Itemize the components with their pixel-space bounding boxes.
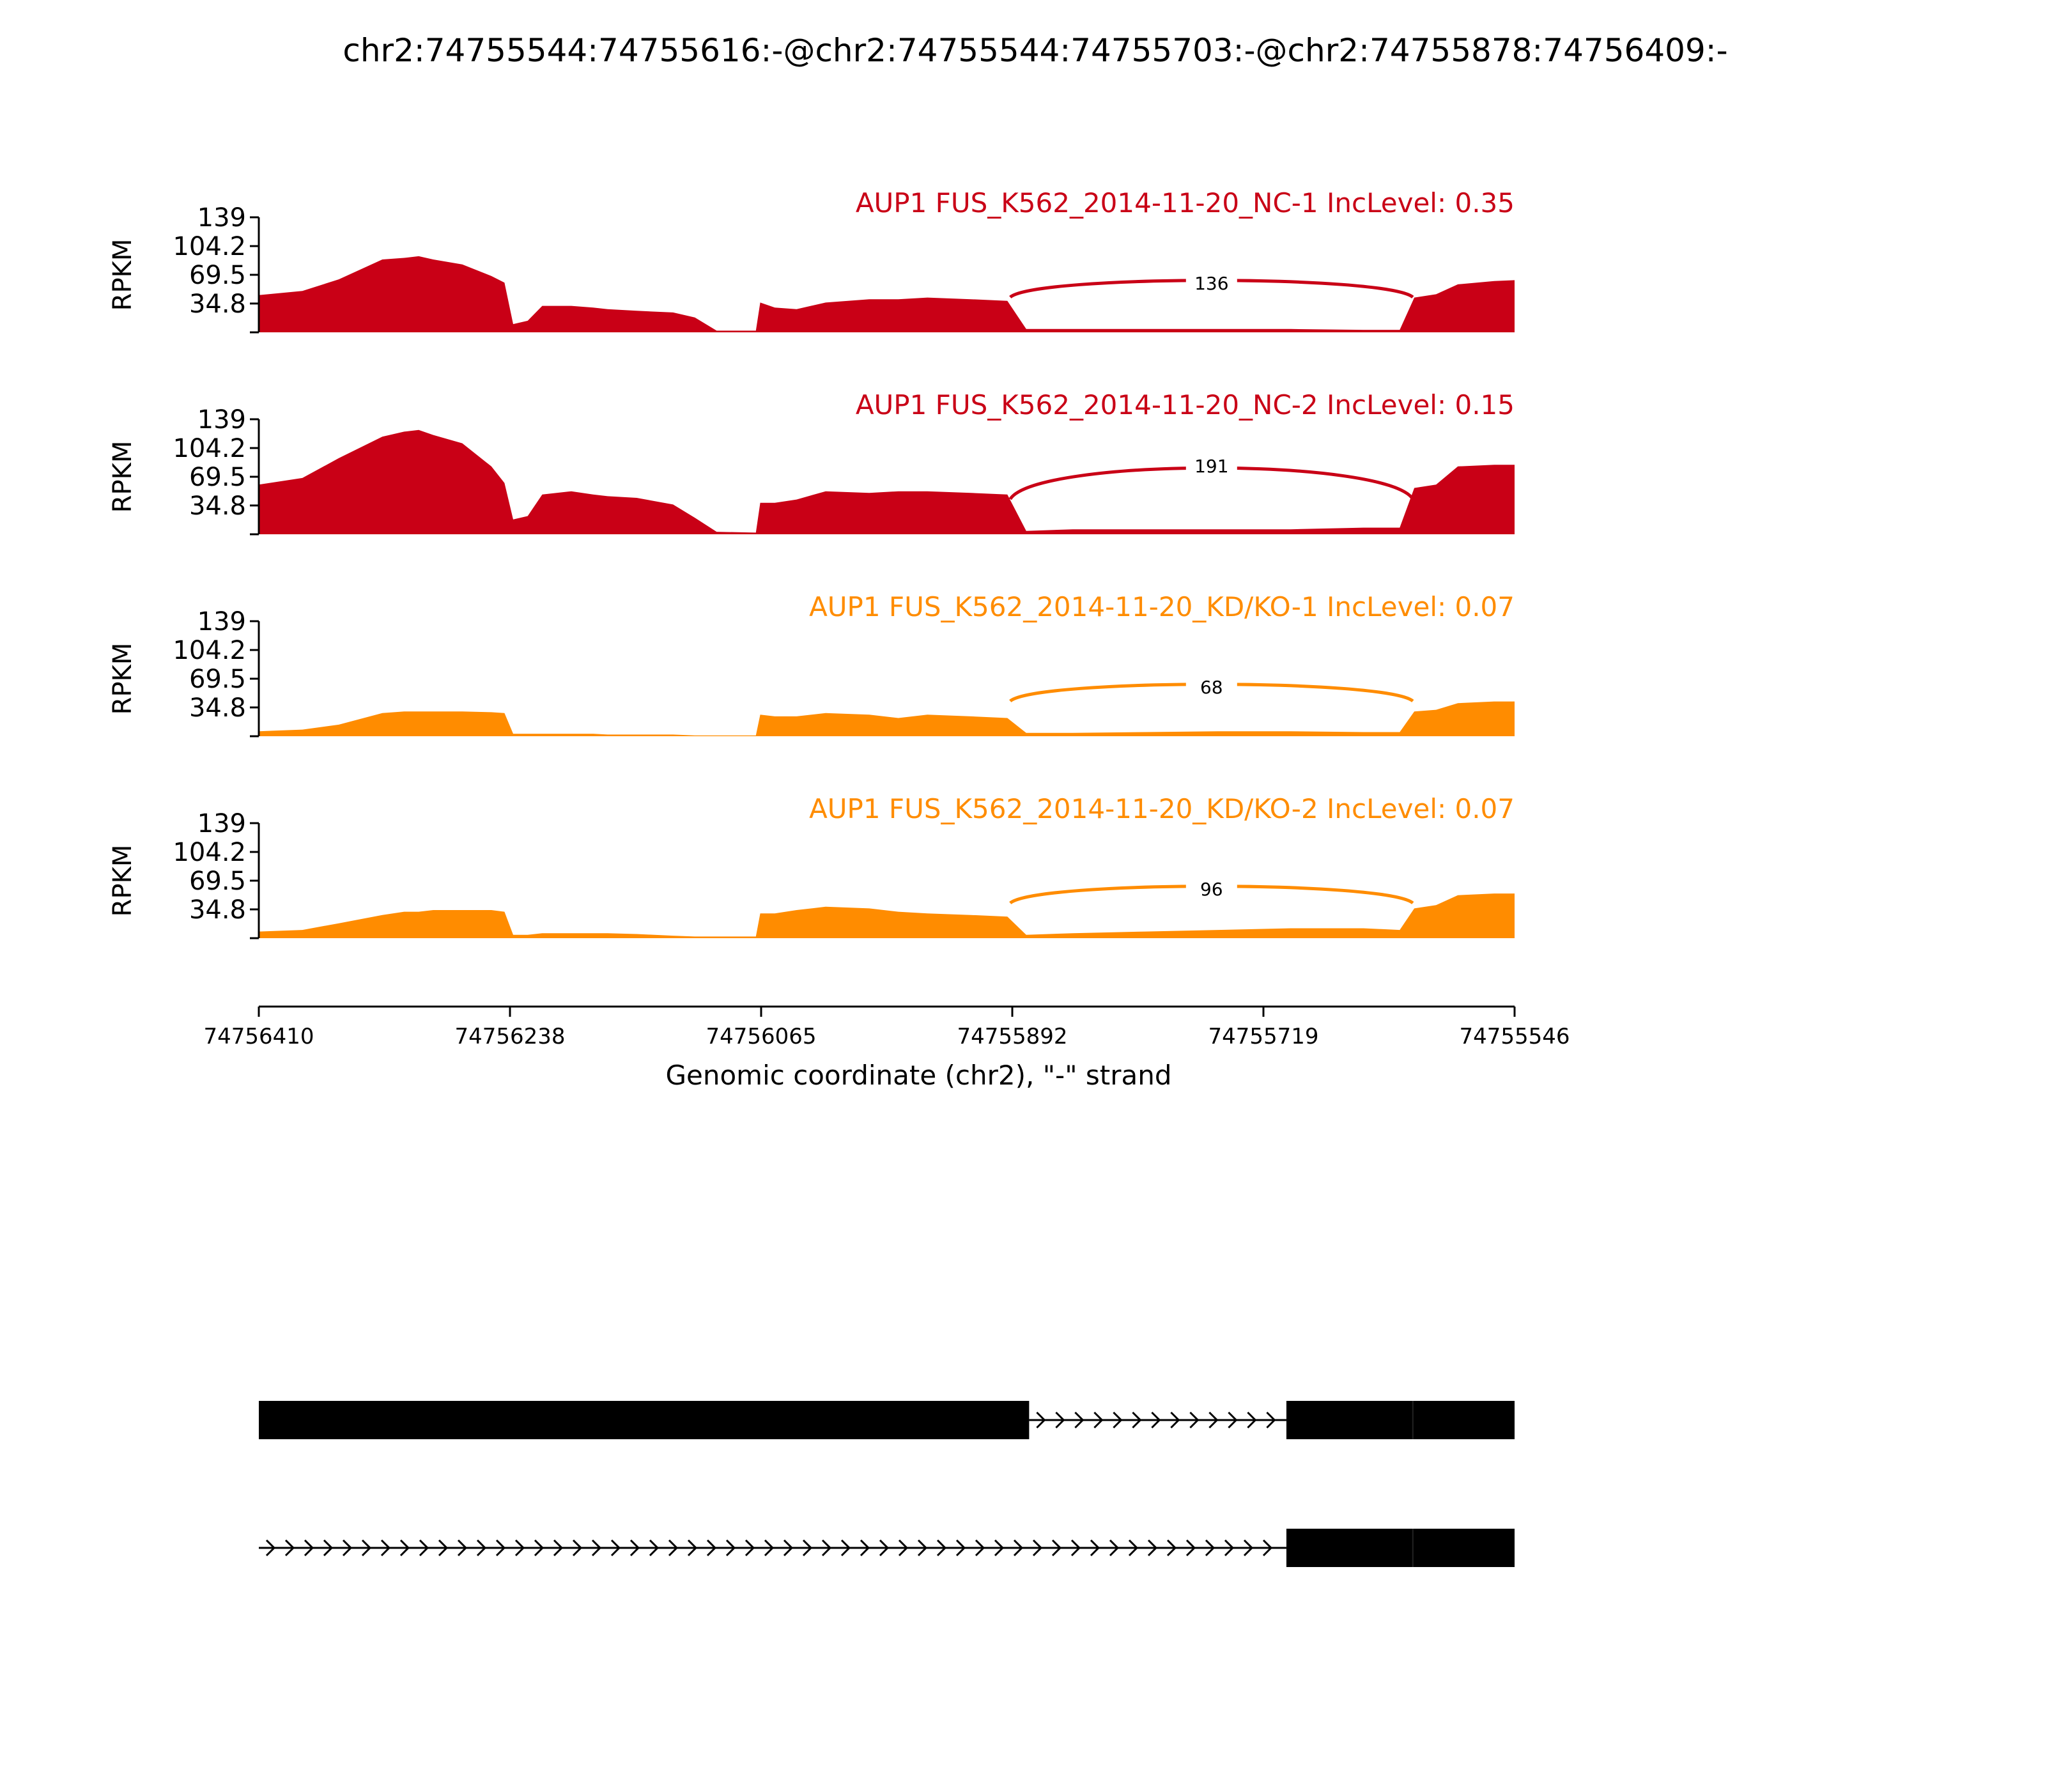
y-tick-label: 69.5 bbox=[189, 867, 246, 896]
x-tick-label: 74755892 bbox=[957, 1024, 1068, 1049]
exon-block bbox=[259, 1401, 1029, 1439]
y-tick-label: 69.5 bbox=[189, 463, 246, 492]
y-tick-label: 69.5 bbox=[189, 261, 246, 290]
y-tick-label: 104.2 bbox=[173, 232, 246, 262]
track-2 bbox=[108, 389, 1515, 534]
x-tick-label: 74756065 bbox=[706, 1024, 817, 1049]
track-title: AUP1 FUS_K562_2014-11-20_NC-2 IncLevel: 0.15 bbox=[855, 389, 1515, 421]
y-tick-label: 69.5 bbox=[189, 665, 246, 694]
junction-count: 136 bbox=[1194, 273, 1229, 294]
transcript-1 bbox=[259, 1401, 1515, 1439]
y-axis-label: RPKM bbox=[108, 642, 137, 715]
x-tick-label: 74756410 bbox=[203, 1024, 314, 1049]
y-tick-label: 104.2 bbox=[173, 434, 246, 464]
junction-count: 96 bbox=[1200, 879, 1223, 900]
track-3 bbox=[108, 591, 1515, 736]
y-tick-label: 34.8 bbox=[189, 289, 246, 319]
x-tick-label: 74756238 bbox=[454, 1024, 566, 1049]
y-tick-label: 34.8 bbox=[189, 895, 246, 925]
track-4 bbox=[108, 793, 1515, 938]
track-title: AUP1 FUS_K562_2014-11-20_KD/KO-1 IncLevel: 0.07 bbox=[809, 591, 1515, 622]
y-axis-label: RPKM bbox=[108, 844, 137, 917]
y-axis-label: RPKM bbox=[108, 238, 137, 311]
y-tick-label: 104.2 bbox=[173, 636, 246, 666]
x-tick-label: 74755719 bbox=[1208, 1024, 1319, 1049]
exon-block bbox=[1286, 1529, 1515, 1567]
y-tick-label: 34.8 bbox=[189, 693, 246, 723]
junction-count: 191 bbox=[1194, 456, 1229, 477]
coverage-area bbox=[259, 430, 1515, 534]
y-tick-label: 34.8 bbox=[189, 491, 246, 521]
junction-count: 68 bbox=[1200, 677, 1223, 698]
track-title: AUP1 FUS_K562_2014-11-20_NC-1 IncLevel: 0.35 bbox=[855, 187, 1515, 219]
coverage-area bbox=[259, 256, 1515, 332]
x-axis bbox=[203, 1007, 1570, 1091]
y-tick-label: 139 bbox=[197, 405, 246, 435]
track-title: AUP1 FUS_K562_2014-11-20_KD/KO-2 IncLevel: 0.07 bbox=[809, 793, 1515, 824]
track-1 bbox=[108, 187, 1515, 332]
exon-block bbox=[1286, 1401, 1515, 1439]
y-tick-label: 139 bbox=[197, 203, 246, 233]
plot-title: chr2:74755544:74755616:-@chr2:74755544:74755703:-@chr2:74755878:74756409:- bbox=[343, 32, 1728, 69]
y-tick-label: 139 bbox=[197, 809, 246, 838]
y-tick-label: 104.2 bbox=[173, 838, 246, 868]
coverage-area bbox=[259, 893, 1515, 938]
transcript-2 bbox=[259, 1529, 1515, 1567]
coverage-tracks bbox=[108, 187, 1515, 938]
coverage-area bbox=[259, 702, 1515, 736]
x-tick-label: 74755546 bbox=[1459, 1024, 1570, 1049]
y-tick-label: 139 bbox=[197, 607, 246, 637]
gene-models bbox=[259, 1401, 1515, 1567]
y-axis-label: RPKM bbox=[108, 440, 137, 513]
x-axis-label: Genomic coordinate (chr2), "-" strand bbox=[665, 1060, 1172, 1091]
